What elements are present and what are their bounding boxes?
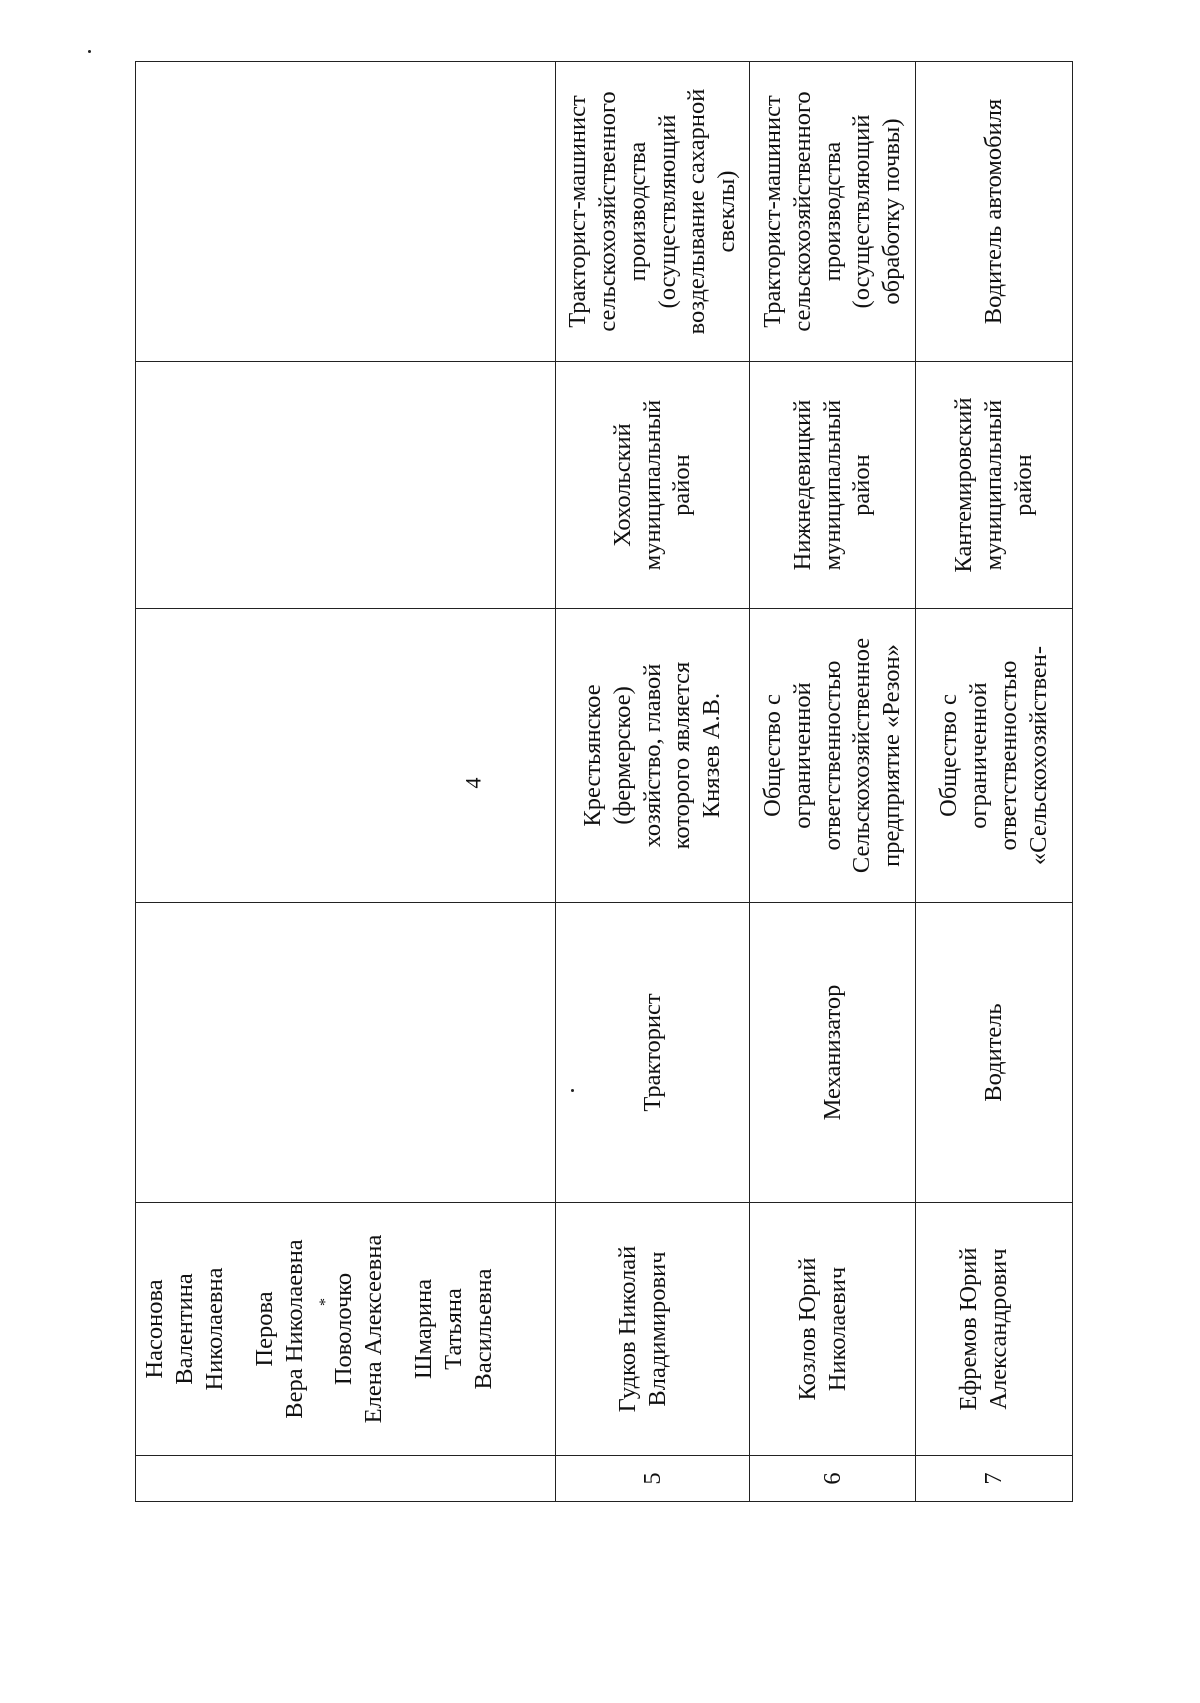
full-name-cell [916,1203,1073,1456]
person-name-line: Николаевна [200,1267,228,1391]
nomination-cell-line: Тракторист-машинист [563,95,591,328]
person-name-line: Гудков Николай [613,1245,641,1413]
district-cell [556,362,750,609]
organization-cell-line: «Сельскохозяйствен- [1024,645,1052,866]
nomination-cell [750,62,916,362]
person-name-line: Васильевна [469,1268,497,1390]
nomination-cell [556,62,750,362]
scan-asterisk-mark: * [317,1298,334,1306]
nomination-cell-line: (осуществляющий [848,114,876,309]
person-name [140,1209,230,1449]
full-name-cell [556,1203,750,1456]
row-number-cell [136,1456,556,1502]
organization-cell-line: Общество с [935,694,963,817]
district-cell-line: район [1009,454,1037,516]
nomination-cell [136,62,556,362]
organization-cell-line: Сельскохозяйственное [848,637,876,874]
organization-cell-line: ограниченной [788,682,816,829]
person-name [250,1209,310,1449]
table-row [750,62,916,1502]
organization-cell [916,609,1073,903]
person-name [793,1209,853,1449]
nomination-cell-line: производства [818,141,846,282]
nomination-cell-line: сельскохозяйственного [593,91,621,332]
organization-cell-line: Князев А.В. [698,692,726,819]
district-cell-line: муниципальный [818,399,846,571]
person-name-line: Николаевич [823,1266,851,1392]
organization-cell-line: предприятие «Резон» [878,644,906,867]
person-name-line: Александрович [985,1248,1012,1410]
organization-cell [750,609,916,903]
table-rotated-wrapper [135,62,1072,1502]
district-cell-line: Нижнедевицкий [788,399,816,571]
nomination-cell-line: сельскохозяйственного [788,91,816,332]
district-cell-line: муниципальный [980,399,1008,571]
nomination-cell-line: Водитель автомобиля [980,98,1008,325]
full-name-cell [750,1203,916,1456]
person-name-line: Ефремов Юрий [955,1247,983,1411]
nomination-cell-line: Тракторист-машинист [758,95,786,328]
nomination-cell [916,62,1073,362]
position-cell: Водитель [916,903,1073,1203]
person-name-line: Елена Алексеевна [360,1234,388,1424]
district-cell-line: муниципальный [638,399,666,571]
person-name [613,1209,673,1449]
organization-cell [136,609,556,903]
person-name [329,1209,389,1449]
district-cell-line: Кантемировский [950,397,978,573]
district-cell-line: район [668,454,696,516]
person-name [954,1209,1014,1449]
row-number-cell: 6 [750,1456,916,1502]
nominees-table [135,61,1073,1502]
organization-cell-line: ответственностью [818,660,846,851]
person-name [409,1209,499,1449]
person-name-line: Вера Николаевна [280,1239,308,1419]
district-cell-line: Хохольский [608,423,636,547]
table-row [136,62,556,1502]
row-number-cell: 7 [916,1456,1073,1502]
person-name-line: Валентина [170,1273,198,1385]
scan-speck [88,50,91,53]
district-cell [750,362,916,609]
organization-cell-line: Крестьянское [578,684,606,827]
organization-cell-line: (фермерское) [608,686,636,825]
district-cell [916,362,1073,609]
position-cell: Механизатор [750,903,916,1203]
person-name-line: Козлов Юрий [793,1257,821,1401]
person-name-line: Перова [250,1291,278,1367]
table-row [916,62,1073,1502]
page-number: 4 [460,777,486,789]
nomination-cell-line: возделывание сахарной [683,88,711,335]
row-number-cell: 5 [556,1456,750,1502]
table-row [556,62,750,1502]
organization-cell-line: ответственностью [995,660,1022,851]
person-name-line: Владимирович [643,1251,671,1407]
nomination-cell-line: (осуществляющий [653,114,681,309]
organization-cell [556,609,750,903]
district-cell [136,362,556,609]
district-cell-line: район [848,454,876,516]
person-name-line: Насонова [141,1279,168,1379]
person-name-line: Поволочко [330,1272,358,1386]
scan-speck [571,1089,574,1092]
nomination-cell-line: обработку почвы) [878,118,906,305]
full-name-cell [136,1203,556,1456]
nomination-cell-line: свеклы) [713,170,741,253]
nomination-cell-line: производства [623,141,651,282]
person-name-line: Татьяна [440,1288,467,1370]
person-name-line: Шмарина [410,1278,438,1380]
organization-cell-line: ограниченной [965,682,993,829]
position-cell [136,903,556,1203]
organization-cell-line: Общество с [758,694,786,817]
organization-cell-line: которого является [668,661,696,850]
organization-cell-line: хозяйство, главой [638,663,666,848]
position-cell: Тракторист [556,903,750,1203]
